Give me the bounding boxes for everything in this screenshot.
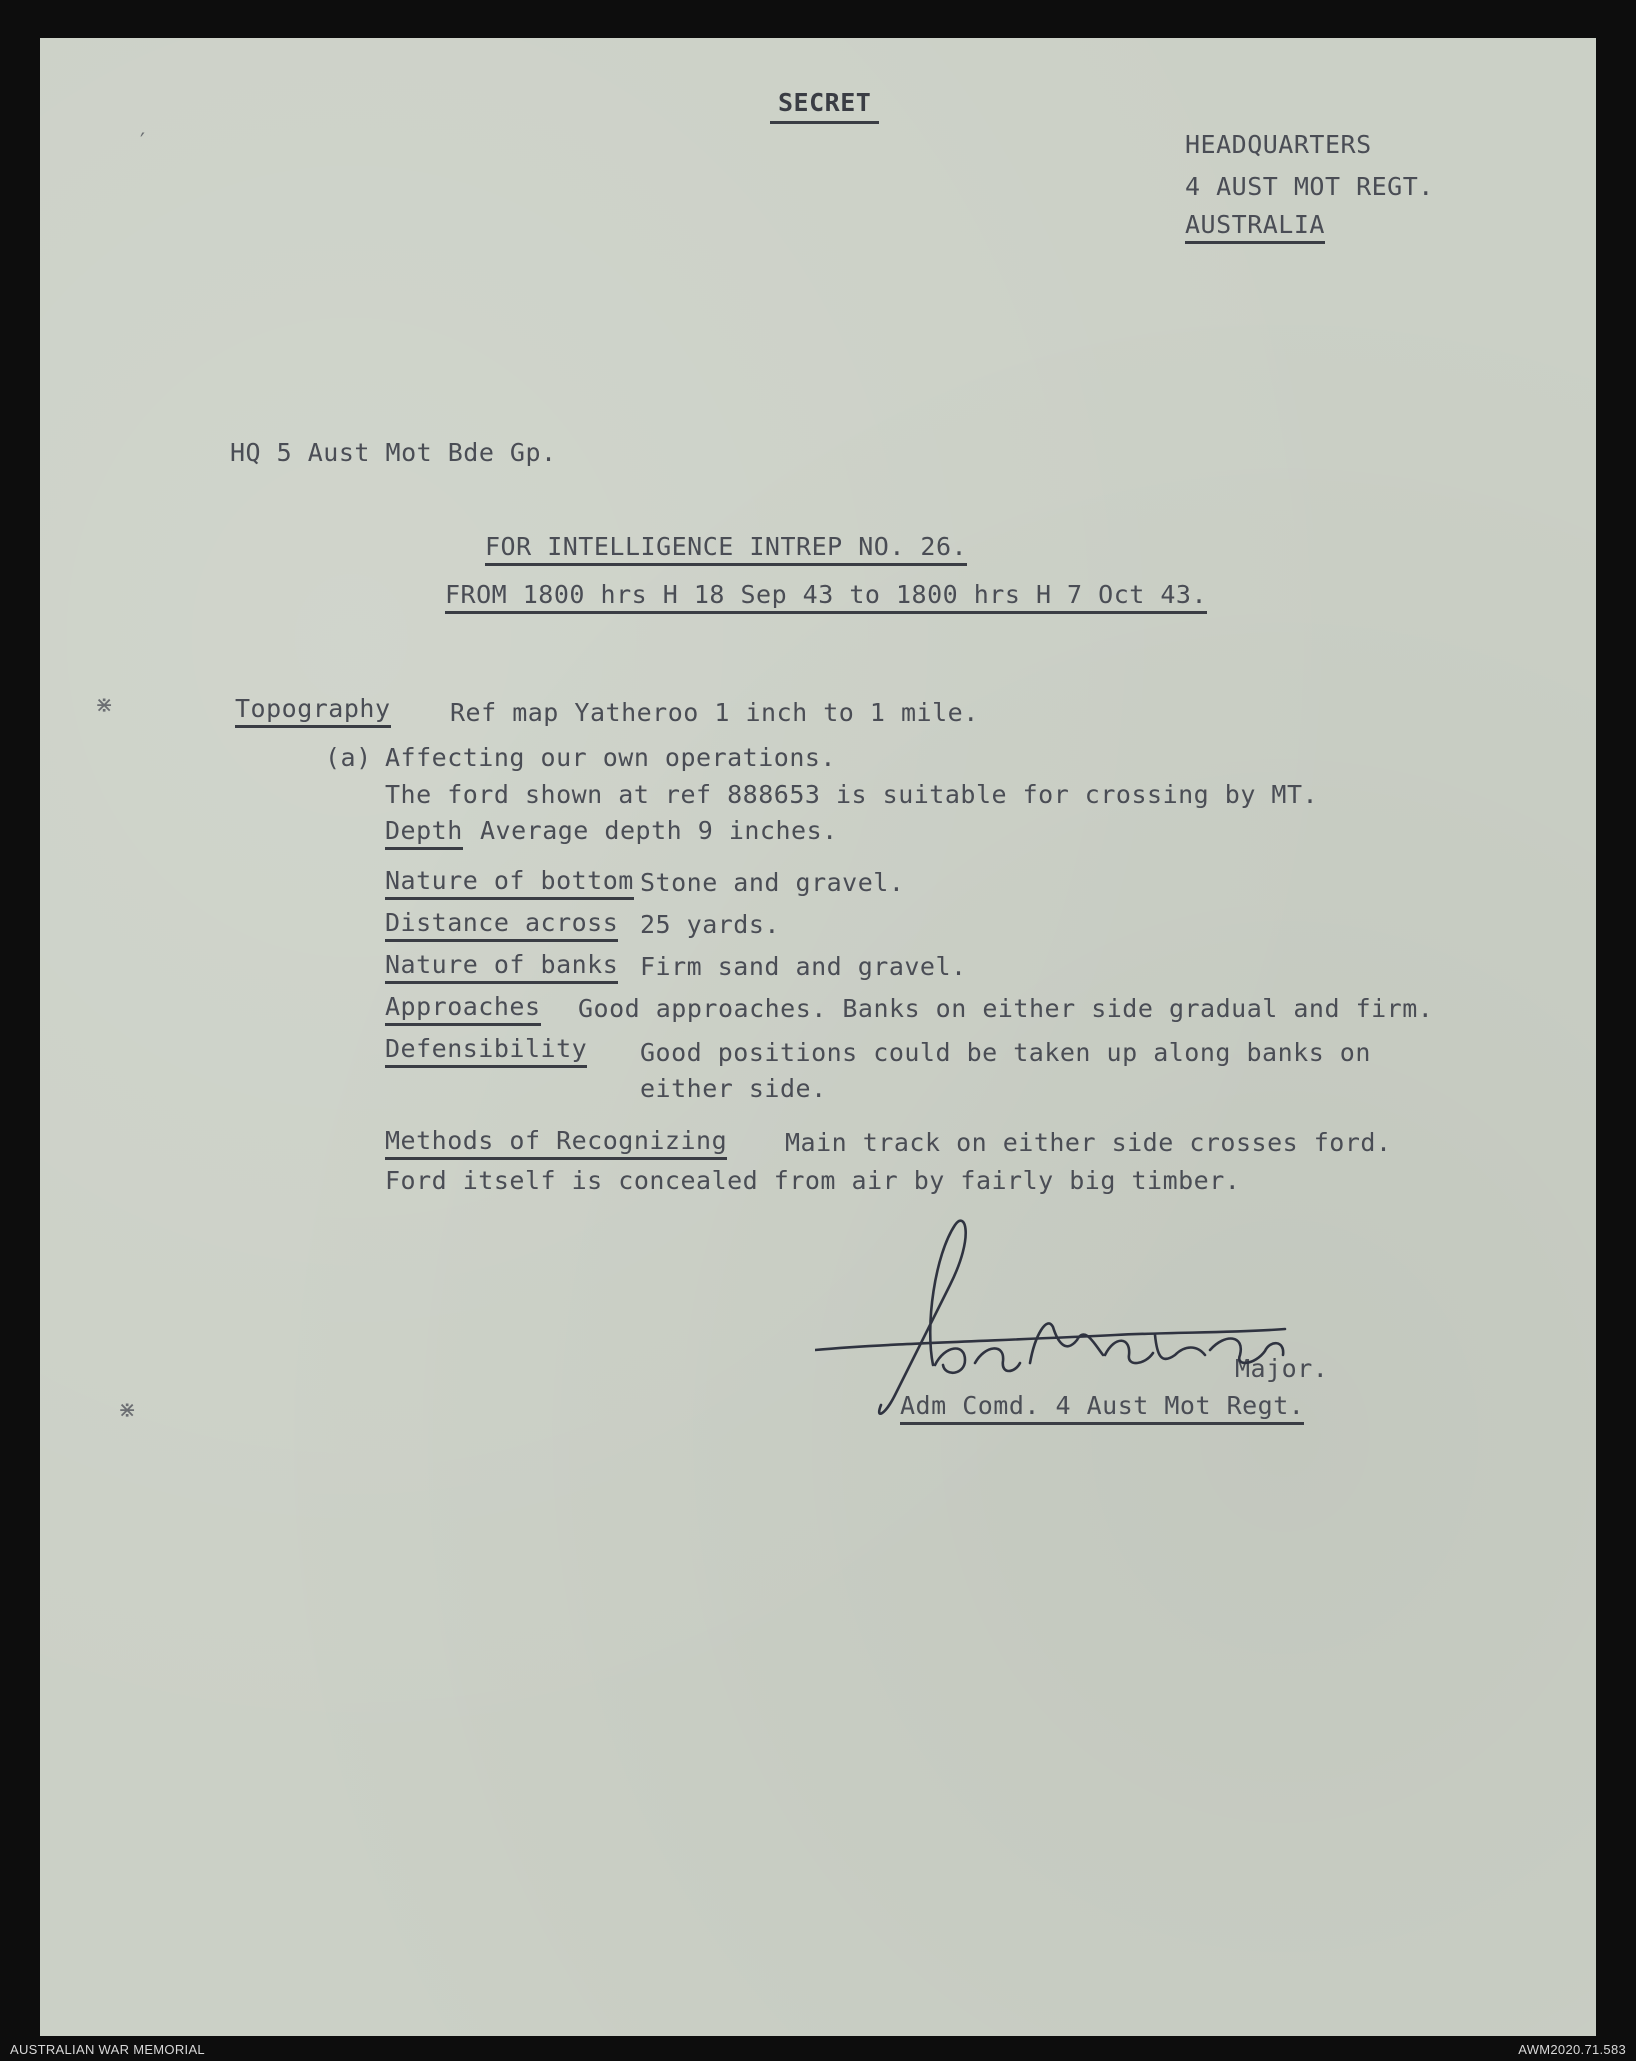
header-line-2: 4 AUST MOT REGT. — [1185, 172, 1434, 201]
footer-right: AWM2020.71.583 — [1518, 2042, 1626, 2057]
handwritten-signature — [815, 1215, 1335, 1425]
addressee: HQ 5 Aust Mot Bde Gp. — [230, 438, 557, 467]
report-title: FOR INTELLIGENCE INTREP NO. 26. — [485, 532, 967, 566]
banks-label: Nature of banks — [385, 950, 618, 984]
footer-left: AUSTRALIAN WAR MEMORIAL — [10, 2042, 205, 2057]
distance-label: Distance across — [385, 908, 618, 942]
signature-title: Adm Comd. 4 Aust Mot Regt. — [900, 1391, 1304, 1425]
punch-mark-lower: ⋇ — [118, 1398, 137, 1423]
classification-heading: SECRET — [770, 88, 879, 124]
recognizing-label: Methods of Recognizing — [385, 1126, 727, 1160]
approaches-label: Approaches — [385, 992, 541, 1026]
section-a-line-1: Affecting our own operations. — [385, 743, 836, 772]
section-a-marker: (a) — [325, 743, 372, 772]
header-line-3: AUSTRALIA — [1185, 210, 1325, 244]
defensibility-value-2: either side. — [640, 1074, 827, 1103]
defensibility-value: Good positions could be taken up along banks on — [640, 1038, 1371, 1067]
recognizing-line-2: Ford itself is concealed from air by fairly big timber. — [385, 1166, 1241, 1195]
bottom-label: Nature of bottom — [385, 866, 634, 900]
defensibility-label: Defensibility — [385, 1034, 587, 1068]
topography-label: Topography — [235, 694, 391, 728]
punch-mark-upper: ⋇ — [95, 693, 114, 718]
report-period: FROM 1800 hrs H 18 Sep 43 to 1800 hrs H 7 Oct 43. — [445, 580, 1207, 614]
section-a-line-2: The ford shown at ref 888653 is suitable for crossing by MT. — [385, 780, 1319, 809]
approaches-value: Good approaches. Banks on either side gradual and firm. — [578, 994, 1434, 1023]
pin-mark-top: ′ — [140, 130, 145, 155]
document-page — [40, 38, 1596, 2036]
depth-value: Average depth 9 inches. — [480, 816, 838, 845]
distance-value: 25 yards. — [640, 910, 780, 939]
bottom-value: Stone and gravel. — [640, 868, 905, 897]
recognizing-text: Main track on either side crosses ford. — [785, 1128, 1392, 1157]
banks-value: Firm sand and gravel. — [640, 952, 967, 981]
header-line-1: HEADQUARTERS — [1185, 130, 1372, 159]
topography-text: Ref map Yatheroo 1 inch to 1 mile. — [450, 698, 979, 727]
depth-label: Depth — [385, 816, 463, 850]
signature-rank: Major. — [1235, 1354, 1329, 1383]
